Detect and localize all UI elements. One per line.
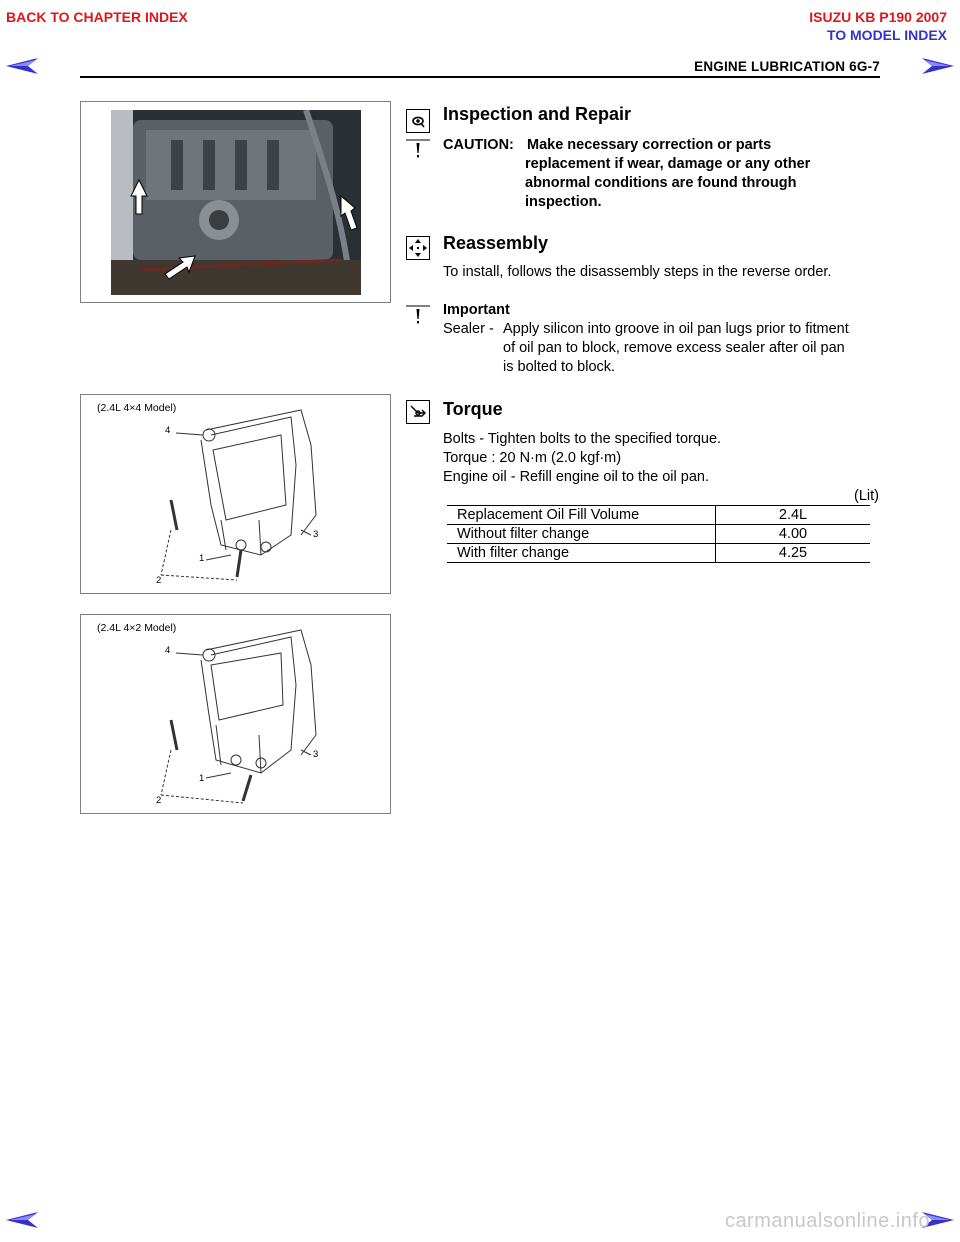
table-row (447, 506, 870, 525)
table-cell: 4.00 (716, 525, 871, 544)
reassembly-icon (406, 236, 430, 260)
reassembly-heading: Reassembly (443, 233, 549, 253)
next-page-arrow-icon[interactable] (922, 58, 954, 74)
torque-heading: Torque (443, 399, 503, 419)
callout-2: 2 (156, 575, 162, 586)
table-cell: 4.25 (716, 544, 871, 563)
fig-4x4-label: (2.4L 4×4 Model) (97, 402, 177, 414)
sealer-line: of oil pan to block, remove excess sealer after oil pan (503, 340, 845, 356)
important-label: Important (443, 302, 510, 318)
table-cell: Replacement Oil Fill Volume (447, 506, 716, 525)
inspection-heading: Inspection and Repair (443, 104, 632, 124)
caution-prefix: CAUTION: (443, 137, 514, 153)
caution-icon (406, 137, 430, 161)
to-model-index-link[interactable]: TO MODEL INDEX (826, 27, 947, 43)
important-icon (406, 303, 430, 327)
callout-1: 1 (199, 553, 205, 564)
oil-pan-4x4-diagram (151, 405, 351, 585)
caution-line: abnormal conditions are found through (525, 175, 797, 191)
inspection-icon (406, 109, 430, 133)
table-row (447, 525, 870, 544)
oil-pan-photo (111, 110, 361, 295)
callout-1: 1 (199, 773, 205, 784)
unit-label: (Lit) (854, 488, 879, 504)
table-cell: With filter change (447, 544, 716, 563)
callout-3: 3 (313, 749, 319, 760)
torque-icon (406, 400, 430, 424)
engine-oil-text: Engine oil - Refill engine oil to the oil pan. (443, 469, 709, 485)
oil-volume-table (447, 505, 870, 563)
callout-2: 2 (156, 795, 162, 806)
sealer-line: is bolted to block. (503, 359, 616, 375)
torque-value-text: Torque : 20 N·m (2.0 kgf·m) (443, 450, 622, 466)
page-header-title: ENGINE LUBRICATION 6G-7 (694, 59, 880, 74)
torque-bolts-text: Bolts - Tighten bolts to the specified torque. (443, 431, 722, 447)
prev-page-arrow-icon[interactable] (6, 58, 38, 74)
caution-line: replacement if wear, damage or any other (525, 156, 811, 172)
oil-pan-4x4-diagram-frame (80, 394, 391, 594)
table-cell: 2.4L (716, 506, 871, 525)
oil-pan-4x2-diagram (151, 625, 351, 805)
table-cell: Without filter change (447, 525, 716, 544)
callout-3: 3 (313, 529, 319, 540)
oil-pan-photo-frame (80, 101, 391, 303)
back-to-chapter-index-link[interactable]: BACK TO CHAPTER INDEX (6, 9, 188, 25)
callout-4: 4 (165, 645, 171, 656)
prev-page-arrow-icon[interactable] (6, 1212, 38, 1228)
table-row (447, 544, 870, 563)
sealer-line: Apply silicon into groove in oil pan lugs prior to fitment (503, 321, 849, 337)
reassembly-text: To install, follows the disassembly steps in the reverse order. (443, 264, 832, 280)
caution-line: Make necessary correction or parts (527, 137, 772, 153)
caution-line: inspection. (525, 194, 602, 210)
watermark-text: carmanualsonline.info (724, 1210, 930, 1232)
model-title-link[interactable]: ISUZU KB P190 2007 (809, 9, 947, 25)
callout-4: 4 (165, 425, 171, 436)
header-rule (80, 76, 880, 78)
oil-pan-4x2-diagram-frame (80, 614, 391, 814)
sealer-prefix: Sealer - (443, 321, 494, 337)
fig-4x2-label: (2.4L 4×2 Model) (97, 622, 177, 634)
